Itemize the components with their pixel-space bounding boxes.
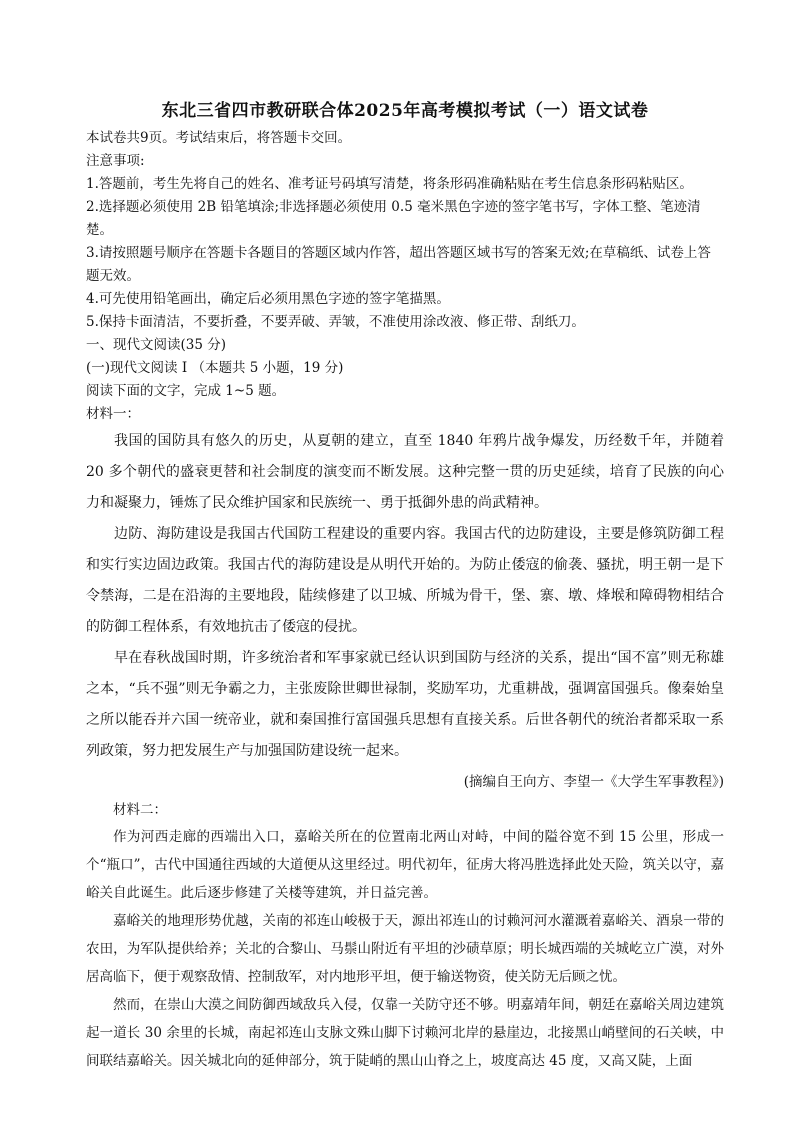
material2-paragraph: 然而，在崇山大漠之间防御西域敌兵入侵，仅靠一关防守还不够。明嘉靖年间，朝廷在嘉峪关周边建筑起一道长 30 余里的长城，南起祁连山支脉文殊山脚下讨赖河北岸的悬崖边，北接黑山峭壁间的石关峡，中间联结嘉峪关。因关城北向的延伸部分，筑于陡峭的黑山山脊之上，坡度高达 45 度，又高又陡，上面 [86, 997, 724, 1069]
notice-item: 2.选择题必须使用 2B 铅笔填涂;非选择题必须使用 0.5 毫米黑色字迹的签字笔书写，字体工整、笔迹清楚。 [86, 199, 701, 238]
notice-item: 3.请按照题号顺序在答题卡各题目的答题区域内作答，超出答题区域书写的答案无效;在草稿纸、试卷上答题无效。 [86, 245, 711, 284]
notice-item: 1.答题前，考生先将自己的姓名、准考证号码填写清楚，将条形码准确粘贴在考生信息条形码粘贴区。 [86, 176, 693, 192]
material1-label: 材料一： [86, 406, 140, 422]
intro-text: 本试卷共9页。考试结束后，将答题卡交回。 [86, 130, 352, 146]
exam-title: 东北三省四市教研联合体2025年高考模拟考试（一）语文试卷 [161, 101, 649, 121]
reading-instruction: 阅读下面的文字，完成 1~5 题。 [86, 383, 286, 399]
notice-item: 4.可先使用铅笔画出，确定后必须用黑色字迹的签字笔描黑。 [86, 291, 450, 307]
material1-paragraph: 早在春秋战国时期，许多统治者和军事家就已经认识到国防与经济的关系，提出“国不富”则无称雄之本，“兵不强”则无争霸之力，主张废除世卿世禄制，奖励军功，尤重耕战，强调富国强兵。像秦始皇之所以能吞并六国一统帝业，就和秦国推行富国强兵思想有直接关系。后世各朝代的统治者都采取一系列政策，努力把发展生产与加强国防建设统一起来。 [86, 650, 724, 759]
material2-paragraph: 作为河西走廊的西端出入口，嘉峪关所在的位置南北两山对峙，中间的隘谷宽不到 15 公里，形成一个“瓶口”，古代中国通往西域的大道便从这里经过。明代初年，征虏大将冯胜选择此处天险，筑关以守，嘉峪关自此诞生。此后逐步修建了关楼等建筑，并日益完善。 [86, 829, 724, 901]
notice-item: 5.保持卡面清洁，不要折叠，不要弄破、弄皱，不准使用涂改液、修正带、刮纸刀。 [86, 314, 585, 330]
material2-label: 材料二： [113, 802, 167, 818]
material1-paragraph: 我国的国防具有悠久的历史，从夏朝的建立，直至 1840 年鸦片战争爆发，历经数千年，并随着 20 多个朝代的盛衰更替和社会制度的演变而不断发展。这种完整一贯的历史延续，培育了民族的向心力和凝聚力，锤炼了民众维护国家和民族统一、勇于抵御外患的尚武精神。 [86, 433, 724, 511]
notice-heading: 注意事项: [86, 153, 145, 169]
material2-paragraph: 嘉峪关的地理形势优越，关南的祁连山峻极于天，源出祁连山的讨赖河河水灌溉着嘉峪关、酒泉一带的农田，为军队提供给养；关北的合黎山、马鬃山附近有平坦的沙碛草原；明长城西端的关城屹立广漠，对外居高临下，便于观察敌情、控制敌军，对内地形平坦，便于输送物资，使关防无后顾之忧。 [86, 913, 724, 985]
section-heading: 一、现代文阅读(35 分) [86, 337, 227, 353]
material1-source: (摘编自王向方、李望一《大学生军事教程》) [463, 774, 724, 790]
material1-paragraph: 边防、海防建设是我国古代国防工程建设的重要内容。我国古代的边防建设，主要是修筑防御工程和实行实边固边政策。我国古代的海防建设是从明代开始的。为防止倭寇的偷袭、骚扰，明王朝一是下令禁海，二是在沿海的主要地段，陆续修建了以卫城、所城为骨干，堡、寨、墩、烽堠和障碍物相结合的防御工程体系，有效地抗击了倭寇的侵扰。 [86, 526, 724, 635]
subsection-heading: (一)现代文阅读 I （本题共 5 小题，19 分) [86, 360, 344, 376]
